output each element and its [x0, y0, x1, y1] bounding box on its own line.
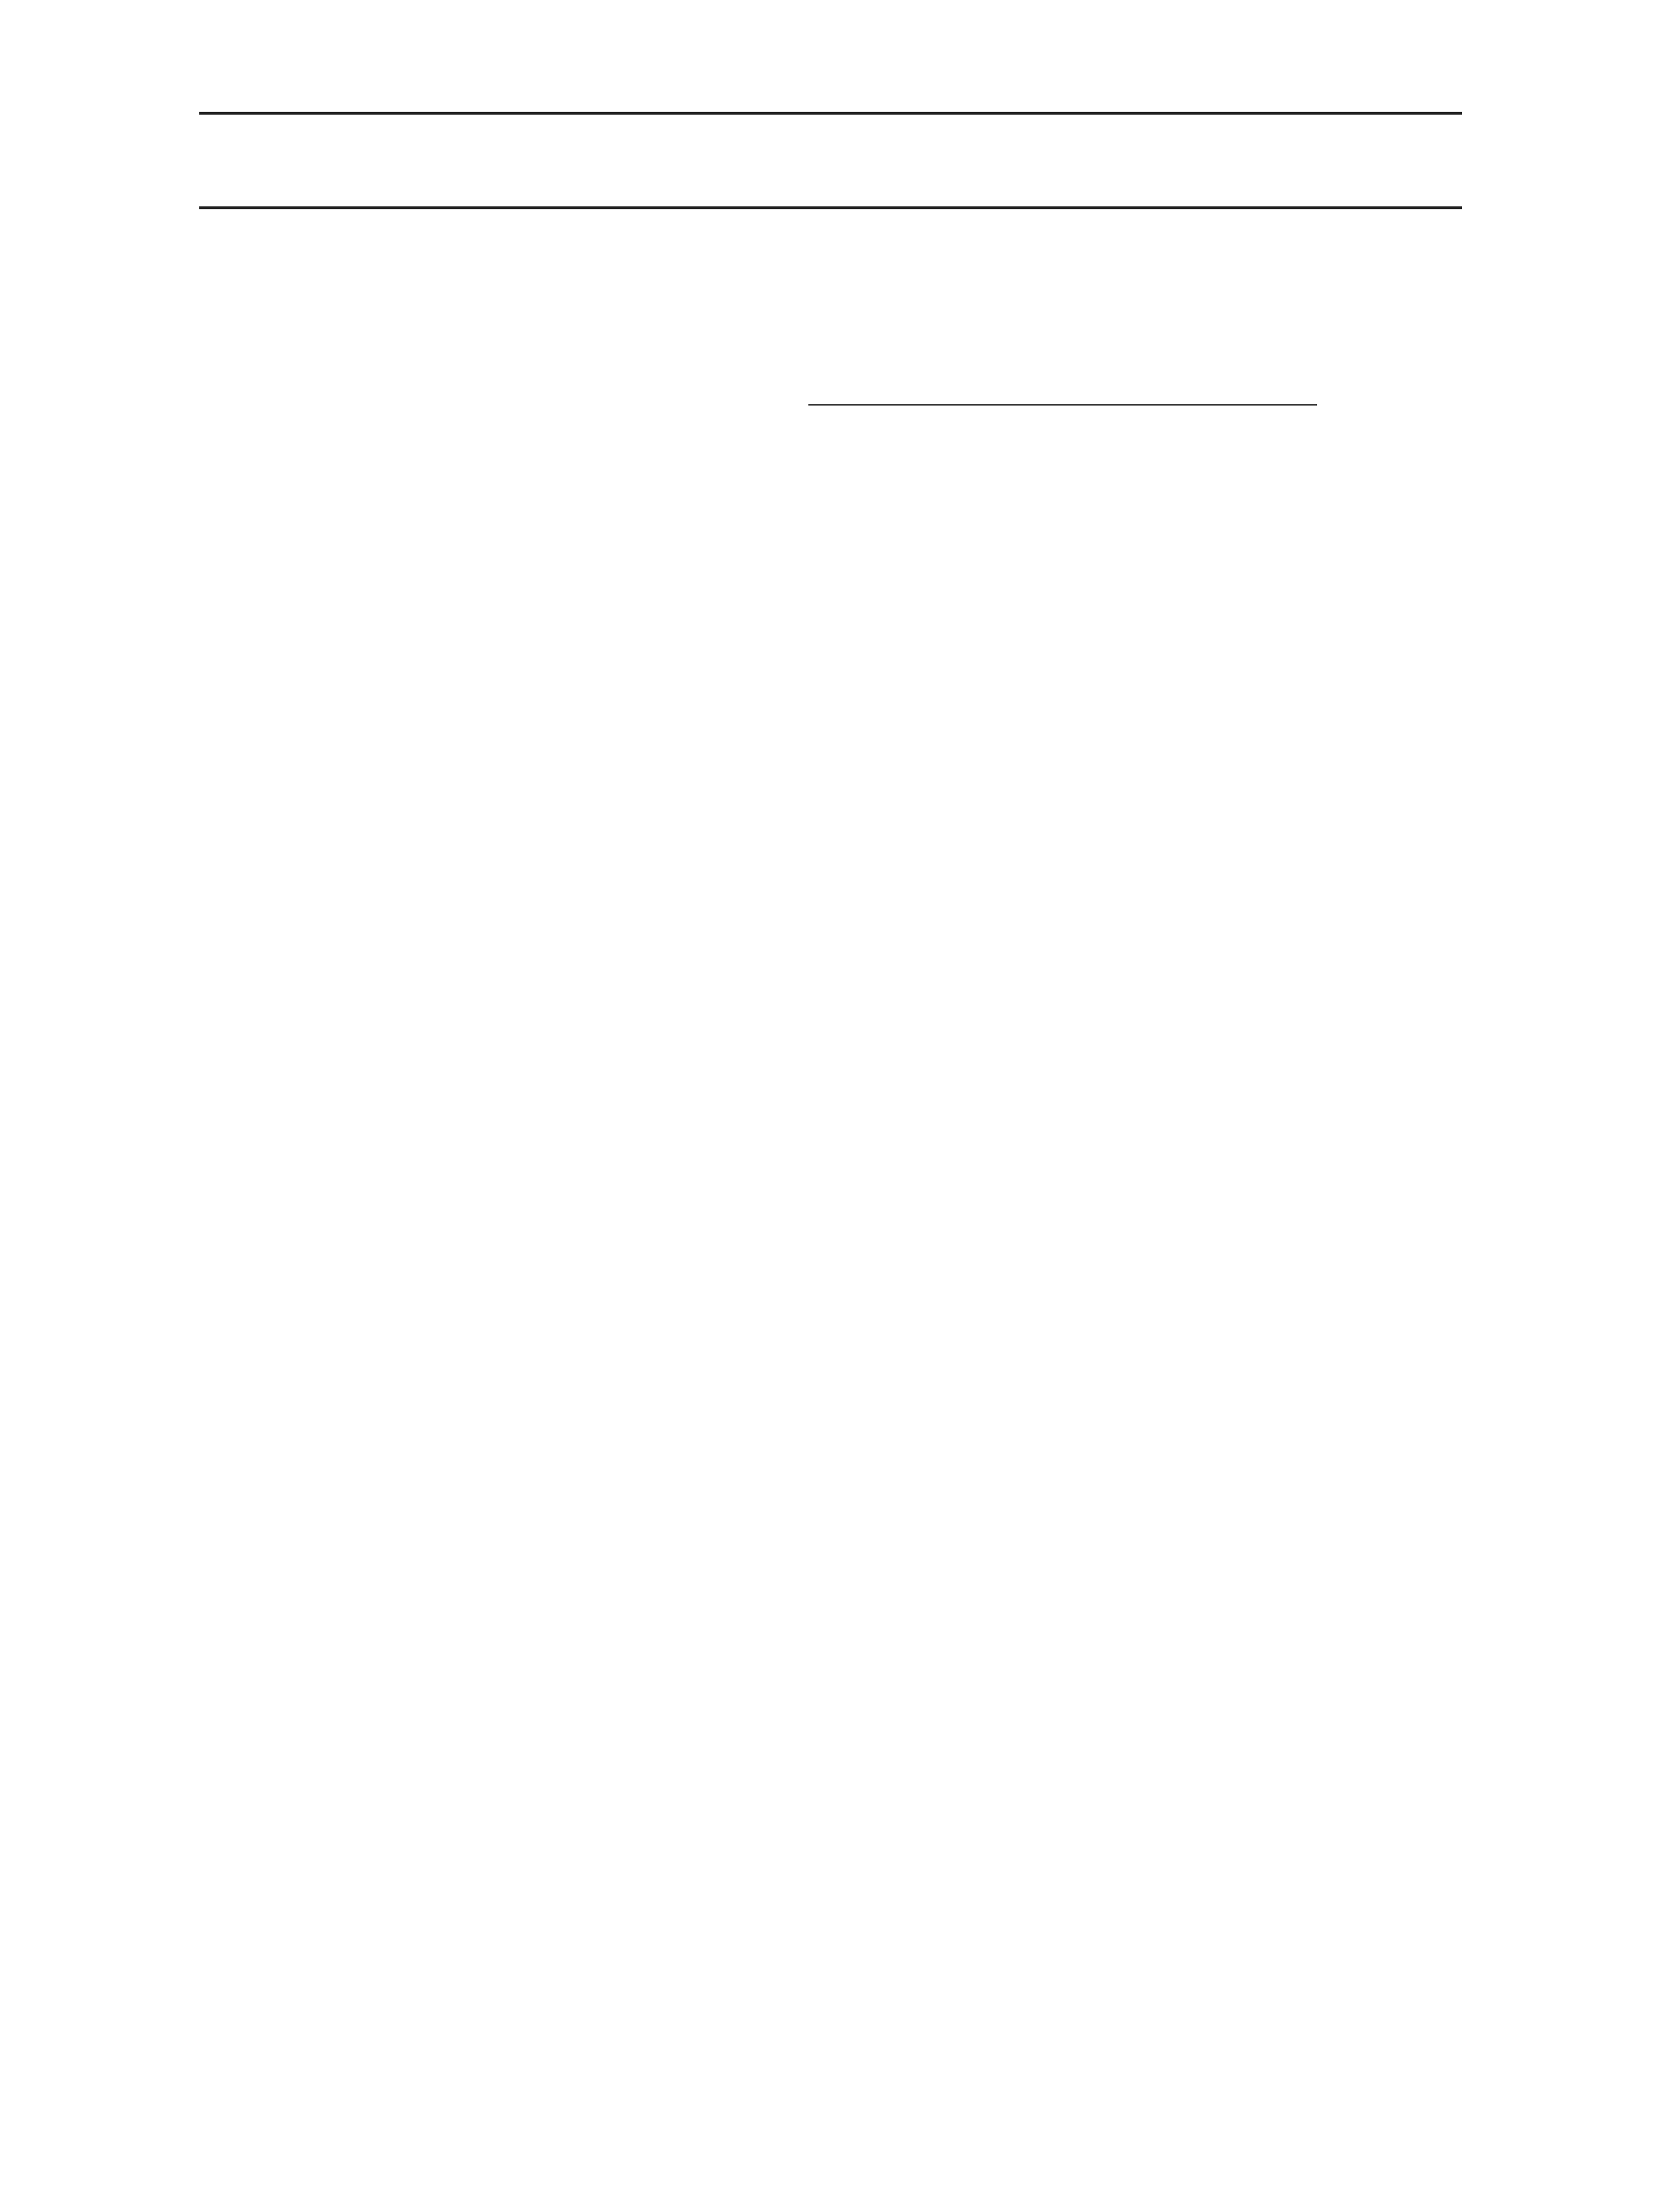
header-bottom-rule: [199, 206, 1462, 209]
header-top-rule: [199, 112, 1462, 115]
adjustments-rule: [808, 404, 1317, 406]
